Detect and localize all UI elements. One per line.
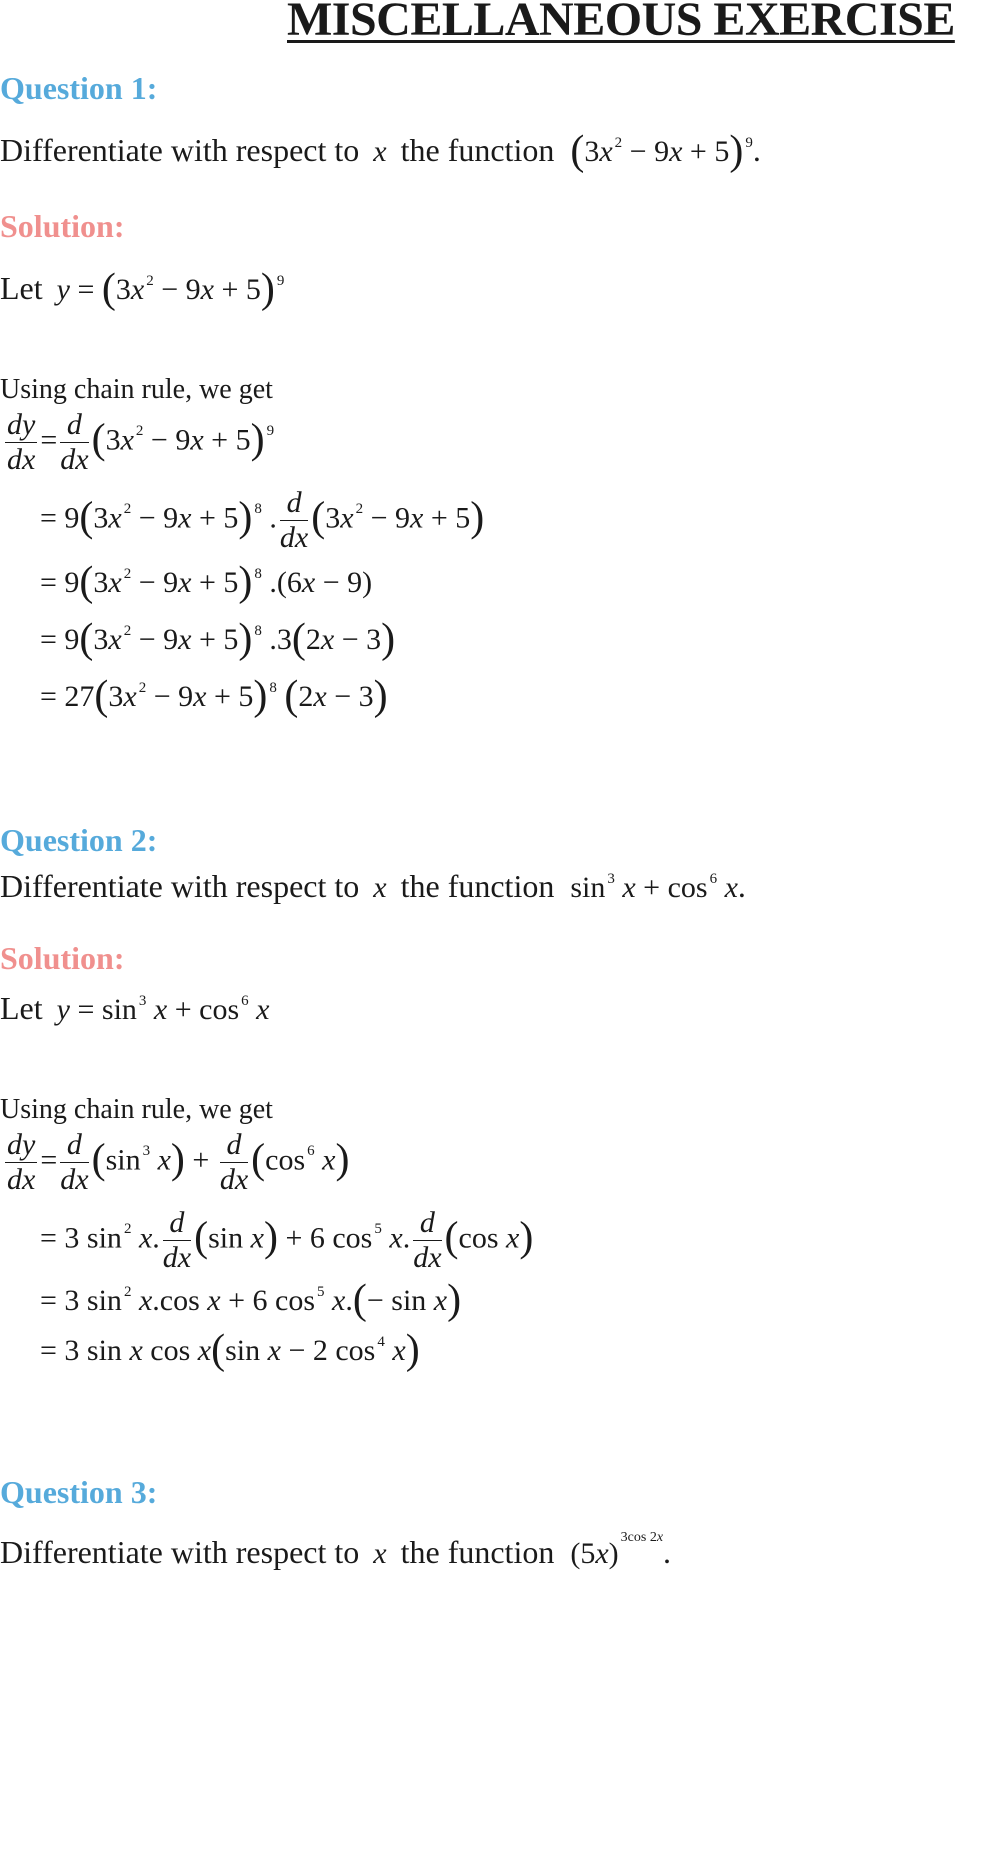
question-3-function: (5x) $^{3cos 2x}$ [570,1530,664,1570]
solution-2-step-3: = 3 sin $^2$ x.cos x + 6 cos $^5$ x.(− sin x) [40,1277,462,1323]
question-2-function: sin $^3$ x + cos $^6$ x [570,871,738,904]
question-1-prompt: Differentiate with respect to x the function (3x $^2$ − 9x + 5) $^9$. [0,128,761,174]
solution-2-step-1: $\frac{dy}{dx}$ = $\frac{d}{dx}$ (sin $^3$ x) + $\frac{d}{dx}$ (cos $^6$ x) [7,1128,350,1196]
question-2-heading: Question 2: [0,822,158,858]
question-1-heading: Question 1: [0,70,158,106]
solution-1-step-2: = 9(3x $^2$ − 9x + 5) $^8$ . $\frac{d}{dx}$ (3x $^2$ − 9x + 5) [40,486,485,554]
question-2-prompt: Differentiate with respect to x the function sin $^3$ x + cos $^6$ x. [0,868,746,904]
solution-1-chain-rule: Using chain rule, we get [0,374,273,405]
solution-1-step-5: = 27(3x $^2$ − 9x + 5) $^8$ (2x − 3) [40,673,388,719]
solution-1-step-3: = 9(3x $^2$ − 9x + 5) $^8$ .(6x − 9) [40,559,373,605]
question-1-function: (3x $^2$ − 9x + 5) $^9$ [570,128,753,174]
solution-1-let: Let y = (3x $^2$ − 9x + 5) $^9$ [0,266,285,312]
question-3-heading: Question 3: [0,1474,158,1510]
solution-2-heading: Solution: [0,940,125,976]
solution-1-step-4: = 9(3x $^2$ − 9x + 5) $^8$ .3(2x − 3) [40,616,396,662]
solution-2-let: Let y = sin $^3$ x + cos $^6$ x [0,990,270,1026]
page-title: MISCELLANEOUS EXERCISE [287,0,955,46]
solution-1-step-1: $\frac{dy}{dx}$ = $\frac{d}{dx}$ (3x $^2$ − 9x + 5) $^9$ [7,408,275,476]
question-3-prompt: Differentiate with respect to x the function (5x) $^{3cos 2x}$. [0,1530,672,1570]
solution-2-step-2: = 3 sin $^2$ x. $\frac{d}{dx}$ (sin x) + 6 cos $^5$ x. $\frac{d}{dx}$ (cos x) [40,1206,534,1274]
solution-1-heading: Solution: [0,208,125,244]
solution-2-chain-rule: Using chain rule, we get [0,1094,273,1125]
solution-2-step-4: = 3 sin x cos x(sin x − 2 cos $^4$ x) [40,1327,420,1373]
